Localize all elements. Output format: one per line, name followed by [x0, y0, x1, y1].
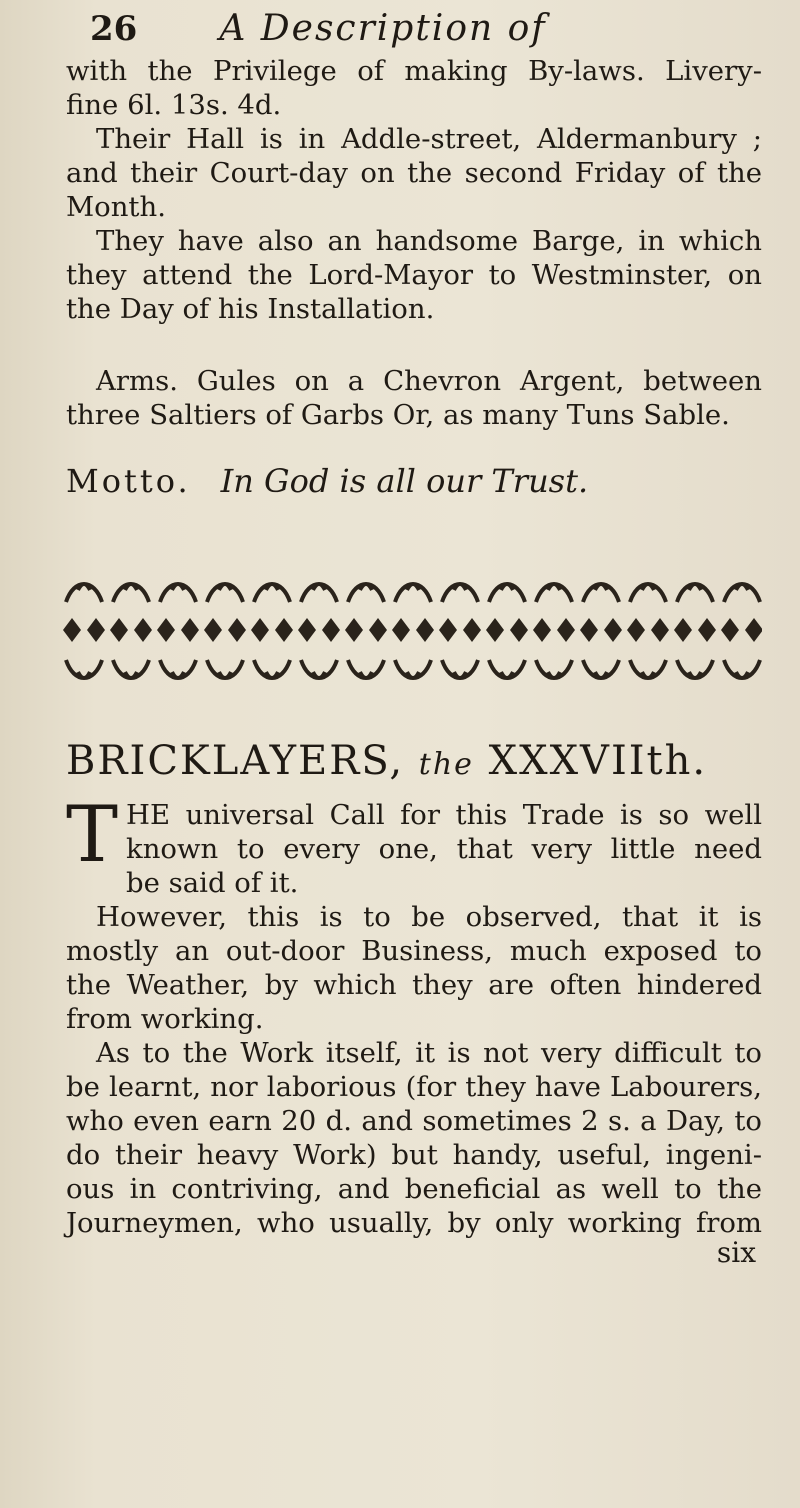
ornament-fleuron — [228, 618, 246, 642]
ornament-scroll — [348, 584, 384, 602]
ornament-fleuron — [157, 618, 175, 642]
text-line: from working. — [66, 1003, 264, 1035]
company-numeral: XXXVIIth. — [488, 738, 708, 784]
running-title: A Description of — [219, 8, 547, 49]
ornament-fleuron — [533, 618, 551, 642]
ornament-scroll — [677, 660, 713, 678]
text-line: As to the Work itself, it is not very difficult to — [96, 1037, 762, 1069]
motto-text: In God is all our Trust. — [220, 462, 589, 500]
text-line: be said of it. — [126, 867, 299, 899]
ornament-scroll — [254, 584, 290, 602]
text-line: fine 6l. 13s. 4d. — [66, 89, 282, 121]
decorative-border-ornament — [62, 572, 762, 690]
ornament-scroll — [395, 660, 431, 678]
text-line: mostly an out-door Business, much exposed to — [66, 935, 762, 967]
ornament-scroll — [442, 584, 478, 602]
ornament-fleuron — [745, 618, 762, 642]
ornament-scroll — [395, 584, 431, 602]
ornament-scroll — [724, 584, 760, 602]
ornament-fleuron — [557, 618, 575, 642]
ornament-scroll — [630, 584, 666, 602]
motto-label: Motto. — [66, 462, 191, 500]
ornament-fleuron — [134, 618, 152, 642]
ornament-fleuron — [651, 618, 669, 642]
ornament-scroll — [536, 584, 572, 602]
page-number: 26 — [90, 9, 138, 49]
text-line: and their Court-day on the second Friday of the — [66, 157, 762, 189]
ornament-fleuron — [392, 618, 410, 642]
ornament-fleuron — [251, 618, 269, 642]
ornament-fleuron — [721, 618, 739, 642]
ornament-fleuron — [486, 618, 504, 642]
ornament-scroll — [66, 584, 102, 602]
company-name: BRICKLAYERS, — [66, 738, 405, 784]
text-line: do their heavy Work) but handy, useful, ingeni- — [66, 1139, 762, 1171]
ornament-scroll — [583, 584, 619, 602]
ornament-fleuron — [369, 618, 387, 642]
text-line: Their Hall is in Addle-street, Aldermanbury ; — [96, 123, 762, 155]
text-line: known to every one, that very little need — [126, 833, 762, 865]
text-line: with the Privilege of making By-laws. Livery- — [66, 55, 762, 87]
ornament-fleuron — [181, 618, 199, 642]
ornament-scroll — [489, 660, 525, 678]
ornament-fleuron — [204, 618, 222, 642]
arms-line: three Saltiers of Garbs Or, as many Tuns Sable. — [66, 399, 730, 431]
ornament-scroll — [113, 584, 149, 602]
catchword: six — [716, 1236, 756, 1269]
ornament-fleuron — [580, 618, 598, 642]
ornament-fleuron — [87, 618, 105, 642]
ornament-fleuron — [463, 618, 481, 642]
ornament-scroll — [536, 660, 572, 678]
ornament-fleuron — [510, 618, 528, 642]
text-line: be learnt, nor laborious (for they have Labourers, — [66, 1071, 762, 1103]
arms-line: Arms. Gules on a Chevron Argent, between — [96, 365, 762, 397]
ornament-scroll — [160, 660, 196, 678]
ornament-scroll — [301, 584, 337, 602]
page-text — [66, 54, 762, 498]
ornament-fleuron — [698, 618, 716, 642]
ornament-scroll — [160, 584, 196, 602]
text-line: However, this is to be observed, that it is — [96, 901, 762, 933]
text-line: the Day of his Installation. — [66, 293, 435, 325]
company-heading — [66, 738, 762, 784]
text-line: the Weather, by which they are often hindered — [66, 969, 762, 1001]
text-line: ous in contriving, and beneficial as well to the — [66, 1173, 762, 1205]
company-the: the — [418, 747, 474, 782]
text-line: who even earn 20 d. and sometimes 2 s. a Day, to — [66, 1105, 762, 1137]
ornament-scroll — [207, 584, 243, 602]
body-text — [66, 790, 762, 1240]
ornament-scroll — [301, 660, 337, 678]
ornament-fleuron — [275, 618, 293, 642]
ornament-scroll — [254, 660, 290, 678]
ornament-fleuron — [63, 618, 81, 642]
text-line: they attend the Lord-Mayor to Westminster, on — [66, 259, 762, 291]
ornament-scroll — [677, 584, 713, 602]
text-line: HE universal Call for this Trade is so well — [126, 799, 762, 831]
ornament-scroll — [583, 660, 619, 678]
motto — [66, 464, 762, 498]
text-line: Month. — [66, 191, 166, 223]
ornament-scroll — [348, 660, 384, 678]
text-line: Journeymen, who usually, by only working from — [66, 1207, 762, 1239]
ornament-scroll — [113, 660, 149, 678]
ornament-fleuron — [627, 618, 645, 642]
ornament-fleuron — [110, 618, 128, 642]
ornament-fleuron — [439, 618, 457, 642]
drop-cap: T — [66, 790, 119, 880]
ornament-fleuron — [322, 618, 340, 642]
text-line: They have also an handsome Barge, in which — [96, 225, 762, 257]
ornament-fleuron — [298, 618, 316, 642]
page-header — [66, 8, 762, 54]
ornament-fleuron — [604, 618, 622, 642]
ornament-scroll — [66, 660, 102, 678]
ornament-scroll — [207, 660, 243, 678]
ornament-scroll — [442, 660, 478, 678]
ornament-fleuron — [416, 618, 434, 642]
ornament-scroll — [724, 660, 760, 678]
ornament-fleuron — [674, 618, 692, 642]
ornament-scroll — [630, 660, 666, 678]
ornament-fleuron — [345, 618, 363, 642]
ornament-scroll — [489, 584, 525, 602]
